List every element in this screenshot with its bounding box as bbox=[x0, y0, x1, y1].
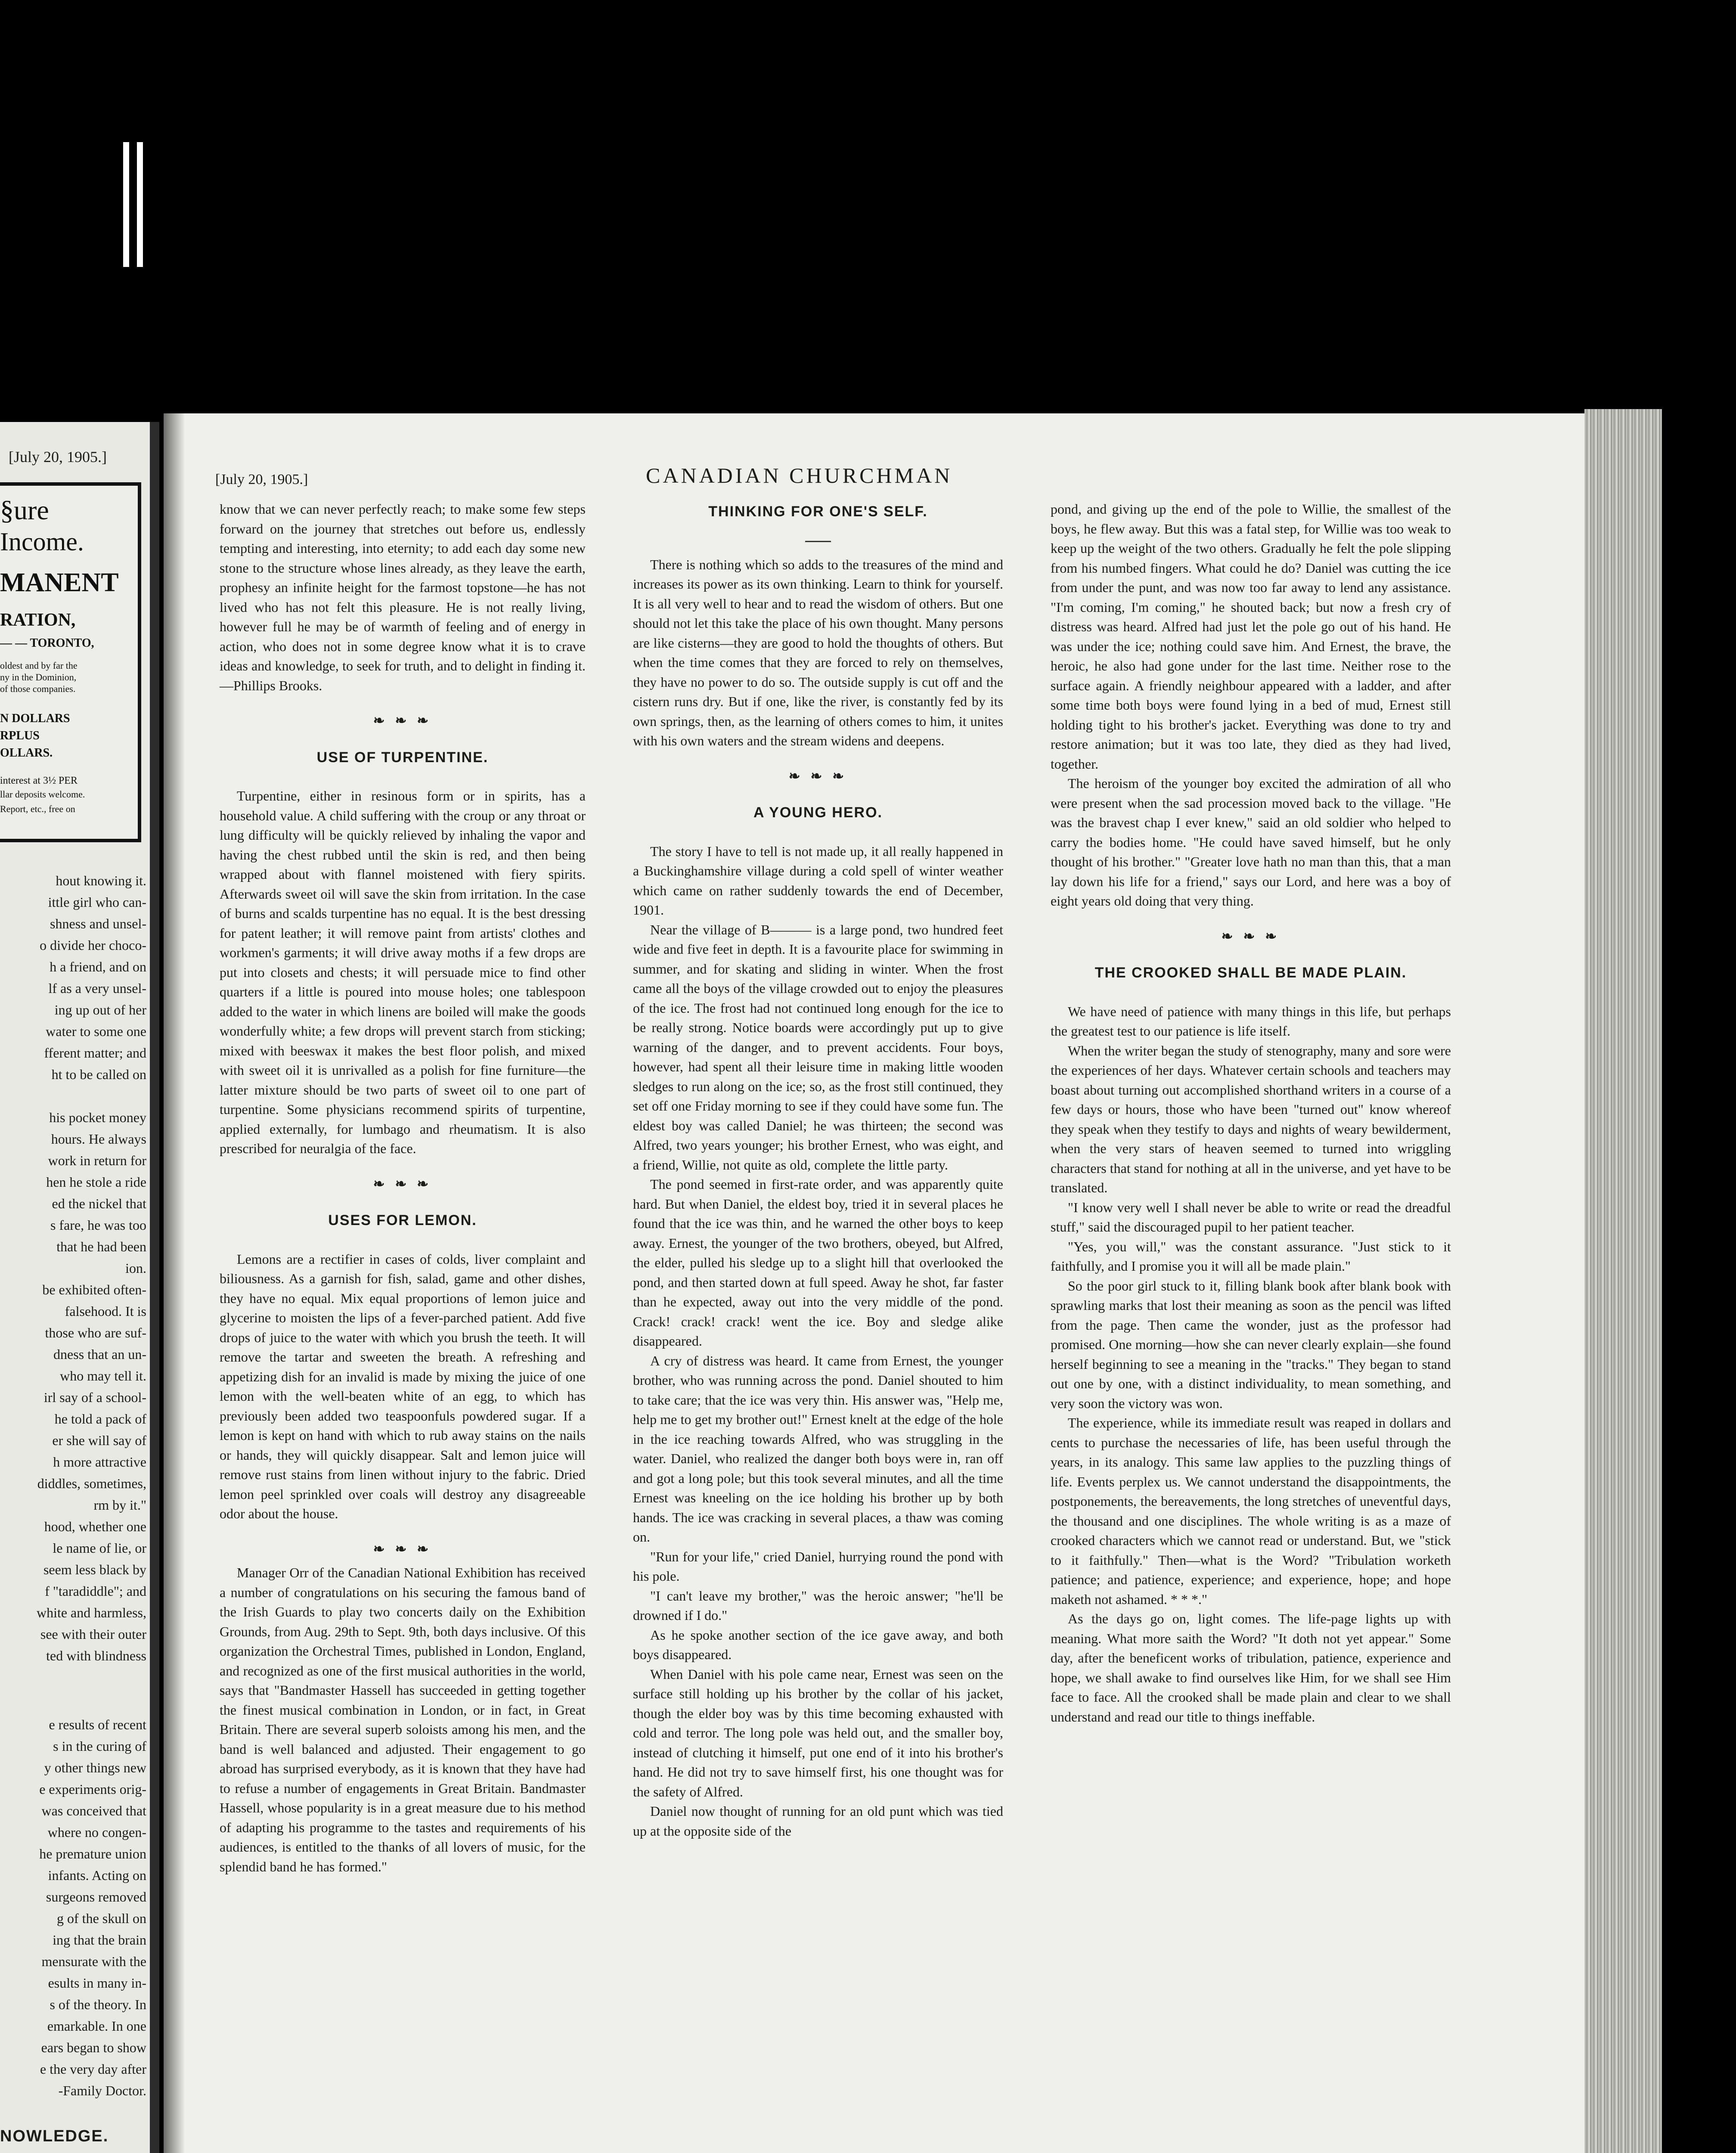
fragment-line: er she will say of bbox=[52, 1433, 146, 1448]
fragment-line: ed the nickel that bbox=[52, 1196, 146, 1211]
ad-line: of those companies. bbox=[0, 683, 76, 694]
film-mark bbox=[123, 142, 129, 267]
article-heading: THE CROOKED SHALL BE MADE PLAIN. bbox=[1094, 965, 1407, 981]
paragraph: The experience, while its immediate result was reaped in dollars and cents to purchase the necessaries of life, has been useful through the years, in its analogy. This same law applies to the puzzling things of life. Events perplex us. We cannot understand the disappointments, the postponements, the bereavements, the long stretches of uneventful days, the thousand and one disciplines. The whole writing is as a maze of crooked characters which we cannot read or understand. But, we "stick to it faithfully." Then—what is the Word? "Tribulation worketh patience; and patience, experience; and experience, hope; and hope maketh not ashamed. * * *." bbox=[1051, 1415, 1451, 1607]
paragraph: know that we can never perfectly reach; to make some few steps forward on the journey that stretches out before us, endlessly tempting and interesting, into eternity; to add each day some new stone to the structure whose lines already, as they leave the earth, prophesy an infinite height for the farmost topstone—he has not lived who has not felt this pleasure. He is not really living, however full he may be of warmth of feeling and of energy in action, who does not in some degree know what it is to crave ideas and knowledge, to seek for truth, and to delight in finding it.—Phillips Brooks. bbox=[220, 501, 586, 693]
fragment-line: ht to be called on bbox=[51, 1067, 146, 1082]
fragment-line: e experiments orig- bbox=[39, 1781, 146, 1797]
fragment-line: esults in many in- bbox=[48, 1975, 146, 1991]
fragment-line: emarkable. In one bbox=[47, 2018, 146, 2034]
left-section-heading: NOWLEDGE. bbox=[0, 2127, 109, 2145]
fragment-line: g of the skull on bbox=[57, 1911, 146, 1926]
fragment-line: hours. He always bbox=[51, 1131, 146, 1147]
ornament-divider: ❧ ❧ ❧ bbox=[373, 1176, 432, 1191]
left-page-header: [July 20, 1905.] bbox=[9, 448, 107, 465]
column-3 bbox=[1051, 499, 1451, 1727]
ad-line: ny in the Dominion, bbox=[0, 672, 77, 683]
paragraph: There is nothing which so adds to the treasures of the mind and increases its power as its own thinking. Learn to think for yourself. It is all very well to hear and to read the wisdom of others. But one should not let this take the place of his own thought. Many persons are like cisterns—they are good to hold the thoughts of others. But when the time comes that they are forced to rely on themselves, they have no power to do so. The outside supply is cut off and the cistern runs dry. But if one, like the river, is constantly fed by its own springs, then, as the learning of others comes to him, it unites with his own waters and the stream widens and deepens. bbox=[633, 556, 1003, 748]
paragraph: As he spoke another section of the ice gave away, and both boys disappeared. bbox=[633, 1627, 1003, 1662]
advertisement-box bbox=[0, 482, 141, 842]
paragraph: We have need of patience with many things in this life, but perhaps the greatest test to our patience is life itself. bbox=[1051, 1003, 1451, 1039]
fragment-line: h more attractive bbox=[53, 1454, 146, 1470]
fragment-line: h a friend, and on bbox=[50, 959, 146, 974]
paragraph: Turpentine, either in resinous form or in spirits, has a household value. A child suffering with the croup or any throat or lung difficulty will be quickly relieved by inhaling the vapor and having the chest rubbed until the skin is red, and then being wrapped about with flannel moistened with fiery spirits. Afterwards sweet oil will save the skin from irritation. In the case of burns and scalds turpentine has no equal. It is the best dressing for patent leather; it will remove paint from artists' clothes and workmen's garments; it will drive away moths if a few drops are put into closets and chests; it will persuade mice to find other quarters if a little is poured into mouse holes; one tablespoon added to the water in which linens are boiled will make the goods wonderfully white; a few drops will prevent starch from sticking; mixed with beeswax it makes the best floor polish, and mixed with sweet oil it is unrivalled as a polish for fine furniture—the latter mixture should be two parts of sweet oil to one part of turpentine. Some physicians recommend spirits of turpentine, applied externally, for lumbago and rheumatism. It is also prescribed for neuralgia of the face. bbox=[220, 788, 586, 1156]
left-text-fragment bbox=[0, 870, 146, 1666]
article-heading: THINKING FOR ONE'S SELF. bbox=[708, 503, 928, 520]
fragment-line: ted with blindness bbox=[46, 1648, 146, 1663]
fragment-line: where no congen- bbox=[47, 1824, 146, 1840]
fragment-line: shness and unsel- bbox=[50, 916, 146, 931]
ad-line: oldest and by far the bbox=[0, 660, 78, 671]
fragment-line: hood, whether one bbox=[44, 1519, 146, 1534]
fragment-line: his pocket money bbox=[49, 1110, 146, 1125]
fragment-line: see with their outer bbox=[40, 1626, 146, 1642]
fragment-line: s in the curing of bbox=[53, 1738, 146, 1754]
fragment-line: o divide her choco- bbox=[40, 937, 146, 953]
gutter-shadow bbox=[164, 413, 185, 2153]
paragraph: As the days go on, light comes. The life-page lights up with meaning. What more saith the Word? "It doth not yet appear." Some day, after the beneficent works of tribulation, patience, experience and hope, we shall awake to find ourselves like Him, for we shall see Him face to face. All the crooked shall be made plain and clear to we shall understand and read our title to things ineffable. bbox=[1051, 1611, 1451, 1725]
ornament-divider: ❧ ❧ ❧ bbox=[373, 713, 432, 728]
paragraph: "I can't leave my brother," was the heroic answer; "he'll be drowned if I do." bbox=[633, 1588, 1003, 1623]
ad-line: interest at 3½ PER bbox=[0, 775, 78, 786]
ornament-divider: ❧ ❧ ❧ bbox=[373, 1541, 432, 1557]
ad-line: llar deposits welcome. bbox=[0, 789, 85, 800]
fragment-line: that he had been bbox=[56, 1239, 146, 1254]
fragment-line: s fare, he was too bbox=[50, 1217, 146, 1233]
fragment-line: who may tell it. bbox=[60, 1368, 146, 1384]
fragment-line: seem less black by bbox=[43, 1562, 146, 1577]
paragraph: Near the village of B——— is a large pond, two hundred feet wide and five feet in depth. It is a favourite place for swimming in summer, and for skating and sliding in winter. When the frost came all the boys of the village crowded out to enjoy the pleasures of the ice. The frost had not continued long enough for the ice to be really strong. Notice boards were accordingly put up to give warning of the danger, and to prevent accidents. Four boys, however, had spent all their leisure time in making little wooden sledges to run along on the ice; so, as the frost still continued, they set off one Friday morning to see if they could have some fun. The eldest boy was called Daniel; he was thirteen; the second was Alfred, two years younger; his brother Ernest, who was eight, and a friend, Willie, not quite as old, complete the little party. bbox=[633, 921, 1003, 1173]
fragment-line: infants. Acting on bbox=[48, 1868, 146, 1883]
ad-line: — — TORONTO, bbox=[0, 636, 94, 650]
fragment-line: he told a pack of bbox=[54, 1411, 146, 1427]
fragment-line: hen he stole a ride bbox=[46, 1174, 146, 1190]
article-heading: USE OF TURPENTINE. bbox=[316, 749, 489, 766]
fragment-line: falsehood. It is bbox=[65, 1303, 146, 1319]
fragment-line: s of the theory. In bbox=[50, 1997, 146, 2012]
fragment-line: those who are suf- bbox=[45, 1325, 146, 1340]
fragment-line: fferent matter; and bbox=[44, 1045, 146, 1061]
fragment-line: ion. bbox=[125, 1260, 146, 1276]
fragment-line: rm by it." bbox=[93, 1497, 146, 1513]
left-page bbox=[0, 422, 159, 2153]
column-2 bbox=[633, 499, 1003, 1841]
fragment-line: irl say of a school- bbox=[43, 1390, 146, 1405]
fragment-line: diddles, sometimes, bbox=[37, 1476, 146, 1491]
fragment-line: he premature union bbox=[39, 1846, 146, 1861]
heading-rule bbox=[805, 541, 831, 542]
paragraph: When the writer began the study of stenography, many and sore were the experiences of her days. Whatever certain schools and teachers may boast about turning out accomplished shorthand writers in a course of a few days or hours, those who have been "turned out" know whereof they speak when they testify to days and nights of weary bewilderment, when the very stars of heaven seemed to turned into wriggling characters that stand for nothing at all in the universe, and yet have to be translated. bbox=[1051, 1042, 1451, 1195]
fragment-line: lf as a very unsel- bbox=[48, 980, 146, 996]
ornament-divider: ❧ ❧ ❧ bbox=[788, 768, 848, 784]
paragraph: "I know very well I shall never be able to write or read the dreadful stuff," said the discouraged pupil to her patient teacher. bbox=[1051, 1199, 1451, 1235]
fragment-line: le name of lie, or bbox=[53, 1540, 146, 1556]
paragraph: pond, and giving up the end of the pole to Willie, the smallest of the boys, he flew away. But this was a fatal step, for Willie was too weak to keep up the weight of the two others. Gradually he felt the pole slipping from his numbed fingers. What could he do? Daniel was cutting the ice from under the punt, and was now too far away to lend any assistance. "I'm coming, I'm coming," he shouted back; but now a fresh cry of distress was heard. Alfred had just let the pole go out of his hand. He was under the ice; nothing could save him. And Ernest, the brave, the heroic, he also had gone under for the last time. Neither rose to the surface again. A friendly neighbour appeared with a ladder, and after some time both boys were found lying in a bed of mud, Ernest still holding tight to his brother's jacket. Everything was done to try and restore animation; but it was too late, they died as they had lived, together. bbox=[1051, 501, 1451, 772]
paragraph: The story I have to tell is not made up, it all really happened in a Buckinghamshire village during a cold spell of winter weather which came on rather suddenly towards the end of December, 1901. bbox=[633, 843, 1003, 918]
article-heading: A YOUNG HERO. bbox=[753, 804, 883, 821]
ad-line: OLLARS. bbox=[0, 746, 53, 760]
fragment-line: mensurate with the bbox=[41, 1954, 146, 1969]
ad-line: Income. bbox=[0, 527, 84, 556]
film-mark bbox=[137, 142, 143, 267]
right-page bbox=[164, 413, 1619, 2153]
masthead: CANADIAN CHURCHMAN bbox=[646, 463, 953, 487]
paragraph: So the poor girl stuck to it, filling blank book after blank book with sprawling marks that lost their meaning as soon as the pencil was lifted from the page. Then came the wonder, just as the professor had promised. One morning—how she can never clearly explain—she found herself beginning to see a meaning in the "tracks." They began to stand out one by one, with a distinct individuality, to mean something, and very soon the victory was won. bbox=[1051, 1278, 1451, 1411]
page-edge-stack bbox=[1584, 409, 1662, 2153]
paragraph: "Run for your life," cried Daniel, hurrying round the pond with his pole. bbox=[633, 1548, 1003, 1584]
left-text-fragment bbox=[0, 1714, 146, 2101]
fragment-line: water to some one bbox=[46, 1024, 146, 1039]
ad-line: RATION, bbox=[0, 610, 76, 630]
paragraph: The heroism of the younger boy excited the admiration of all who were present when the sad procession moved back to the village. "He was the bravest chap I ever knew," said an old soldier who helped to carry the bodies home. "He could have saved himself, but he only thought of his brother." "Greater love hath no man than this, that a man lay down his life for a friend," says our Lord, and here was a boy of eight years old doing that very thing. bbox=[1051, 776, 1451, 909]
paragraph: Lemons are a rectifier in cases of colds, liver complaint and biliousness. As a garnish for fish, salad, game and other dishes, they have no equal. Mix equal proportions of lemon juice and glycerine to moisten the lips of a fever-parched patient. Add five drops of juice to the water with which you brush the teeth. It will remove the tartar and sweeten the breath. A refreshing and appetizing dish for an invalid is made by mixing the juice of one lemon with the well-beaten white of an egg, to which has previously been added two teaspoonfuls powdered sugar. If a lemon is kept on hand with which to rub away stains on the nails or hands, they will quickly disappear. Salt and lemon juice will remove rust stains from linen without injury to the fabric. Dried lemon peel sprinkled over coals will destroy any disagreeable odor about the house. bbox=[220, 1251, 586, 1521]
ad-line: RPLUS bbox=[0, 729, 40, 742]
fragment-line: be exhibited often- bbox=[42, 1282, 146, 1297]
fragment-line: ears began to show bbox=[41, 2040, 146, 2055]
fragment-line: e results of recent bbox=[49, 1717, 146, 1732]
paragraph: The pond seemed in first-rate order, and was apparently quite hard. But when Daniel, the eldest boy, tried it in several places he found that the ice was thin, and he warned the other boys to keep away. Ernest, the younger of the two brothers, obeyed, but Alfred, the elder, pulled his sledge up to a slight hill that overlooked the pond, and then started down at full speed. Away he shot, far faster than he expected, away out into the very middle of the pond. Crack! crack! crack! went the ice. Boy and sledge alike disappeared. bbox=[633, 1176, 1003, 1349]
column-1 bbox=[220, 499, 586, 1877]
ad-line: Report, etc., free on bbox=[0, 803, 75, 814]
paragraph: Manager Orr of the Canadian National Exhibition has received a number of congratulations on his securing the famous band of the Irish Guards to play two concerts daily on the Exhibition Grounds, from Aug. 29th to Sept. 9th, both days inclusive. Of this organization the Orchestral Times, published in London, England, and recognized as one of the first musical authorities in the world, says that "Bandmaster Hassell has succeeded in getting together the finest musical combination in London, or in fact, in Great Britain. There are several superb soloists among his men, and the band is well balanced and adjusted. Their engagement to go abroad has surprised everybody, as it is known that they have had to refuse a number of engagements in Great Britain. Bandmaster Hassell, whose popularity is in a great measure due to his method of adapting his programme to the tastes and requirements of his audiences, is entitled to the thanks of all lovers of music, for the splendid band he has formed." bbox=[220, 1565, 586, 1874]
fragment-line: f "taradiddle"; and bbox=[45, 1583, 146, 1599]
fragment-line: surgeons removed bbox=[46, 1889, 146, 1905]
fragment-line: e the very day after bbox=[40, 2061, 146, 2077]
ad-line: N DOLLARS bbox=[0, 712, 70, 725]
fragment-line: work in return for bbox=[48, 1153, 146, 1168]
ornament-divider: ❧ ❧ ❧ bbox=[1221, 928, 1280, 944]
fragment-line bbox=[0, 1085, 146, 1107]
ad-line: §ure bbox=[0, 495, 49, 525]
fragment-line: ing that the brain bbox=[53, 1932, 146, 1948]
ad-line: MANENT bbox=[0, 568, 119, 597]
fragment-line: hout knowing it. bbox=[56, 873, 146, 888]
fragment-line: ing up out of her bbox=[54, 1002, 146, 1018]
paragraph: When Daniel with his pole came near, Ernest was seen on the surface still holding up his brother by the collar of his jacket, though the elder boy was by this time becoming exhausted with cold and terror. The long pole was held out, and the smaller boy, instead of clutching it himself, put one end of it into his brother's hand. He did not try to save himself first, his one thought was for the safety of Alfred. bbox=[633, 1666, 1003, 1799]
article-heading: USES FOR LEMON. bbox=[328, 1212, 477, 1229]
fragment-line: white and harmless, bbox=[36, 1605, 146, 1620]
page-date: [July 20, 1905.] bbox=[215, 472, 308, 487]
fragment-line: ittle girl who can- bbox=[48, 894, 146, 910]
paragraph: "Yes, you will," was the constant assurance. "Just stick to it faithfully, and I promise you it will all be made plain." bbox=[1051, 1238, 1451, 1274]
fragment-line: dness that an un- bbox=[53, 1346, 146, 1362]
paragraph: Daniel now thought of running for an old punt which was tied up at the opposite side of the bbox=[633, 1803, 1003, 1839]
fragment-line: was conceived that bbox=[41, 1803, 146, 1818]
fragment-line: -Family Doctor. bbox=[58, 2083, 146, 2098]
fragment-line: y other things new bbox=[44, 1760, 146, 1775]
paragraph: A cry of distress was heard. It came from Ernest, the younger brother, who was running across the pond. Daniel shouted to him to take care; that the ice was very thin. His answer was, "Help me, help me to get my brother out!" Ernest knelt at the edge of the hole in the ice reaching towards Alfred, who was struggling in the water. Daniel, who realized the danger both boys were in, ran off and got a long pole; but this took several minutes, and all the time Ernest was kneeling on the ice holding his brother up by both hands. The ice was cracking in several places, a thaw was coming on. bbox=[633, 1353, 1003, 1545]
